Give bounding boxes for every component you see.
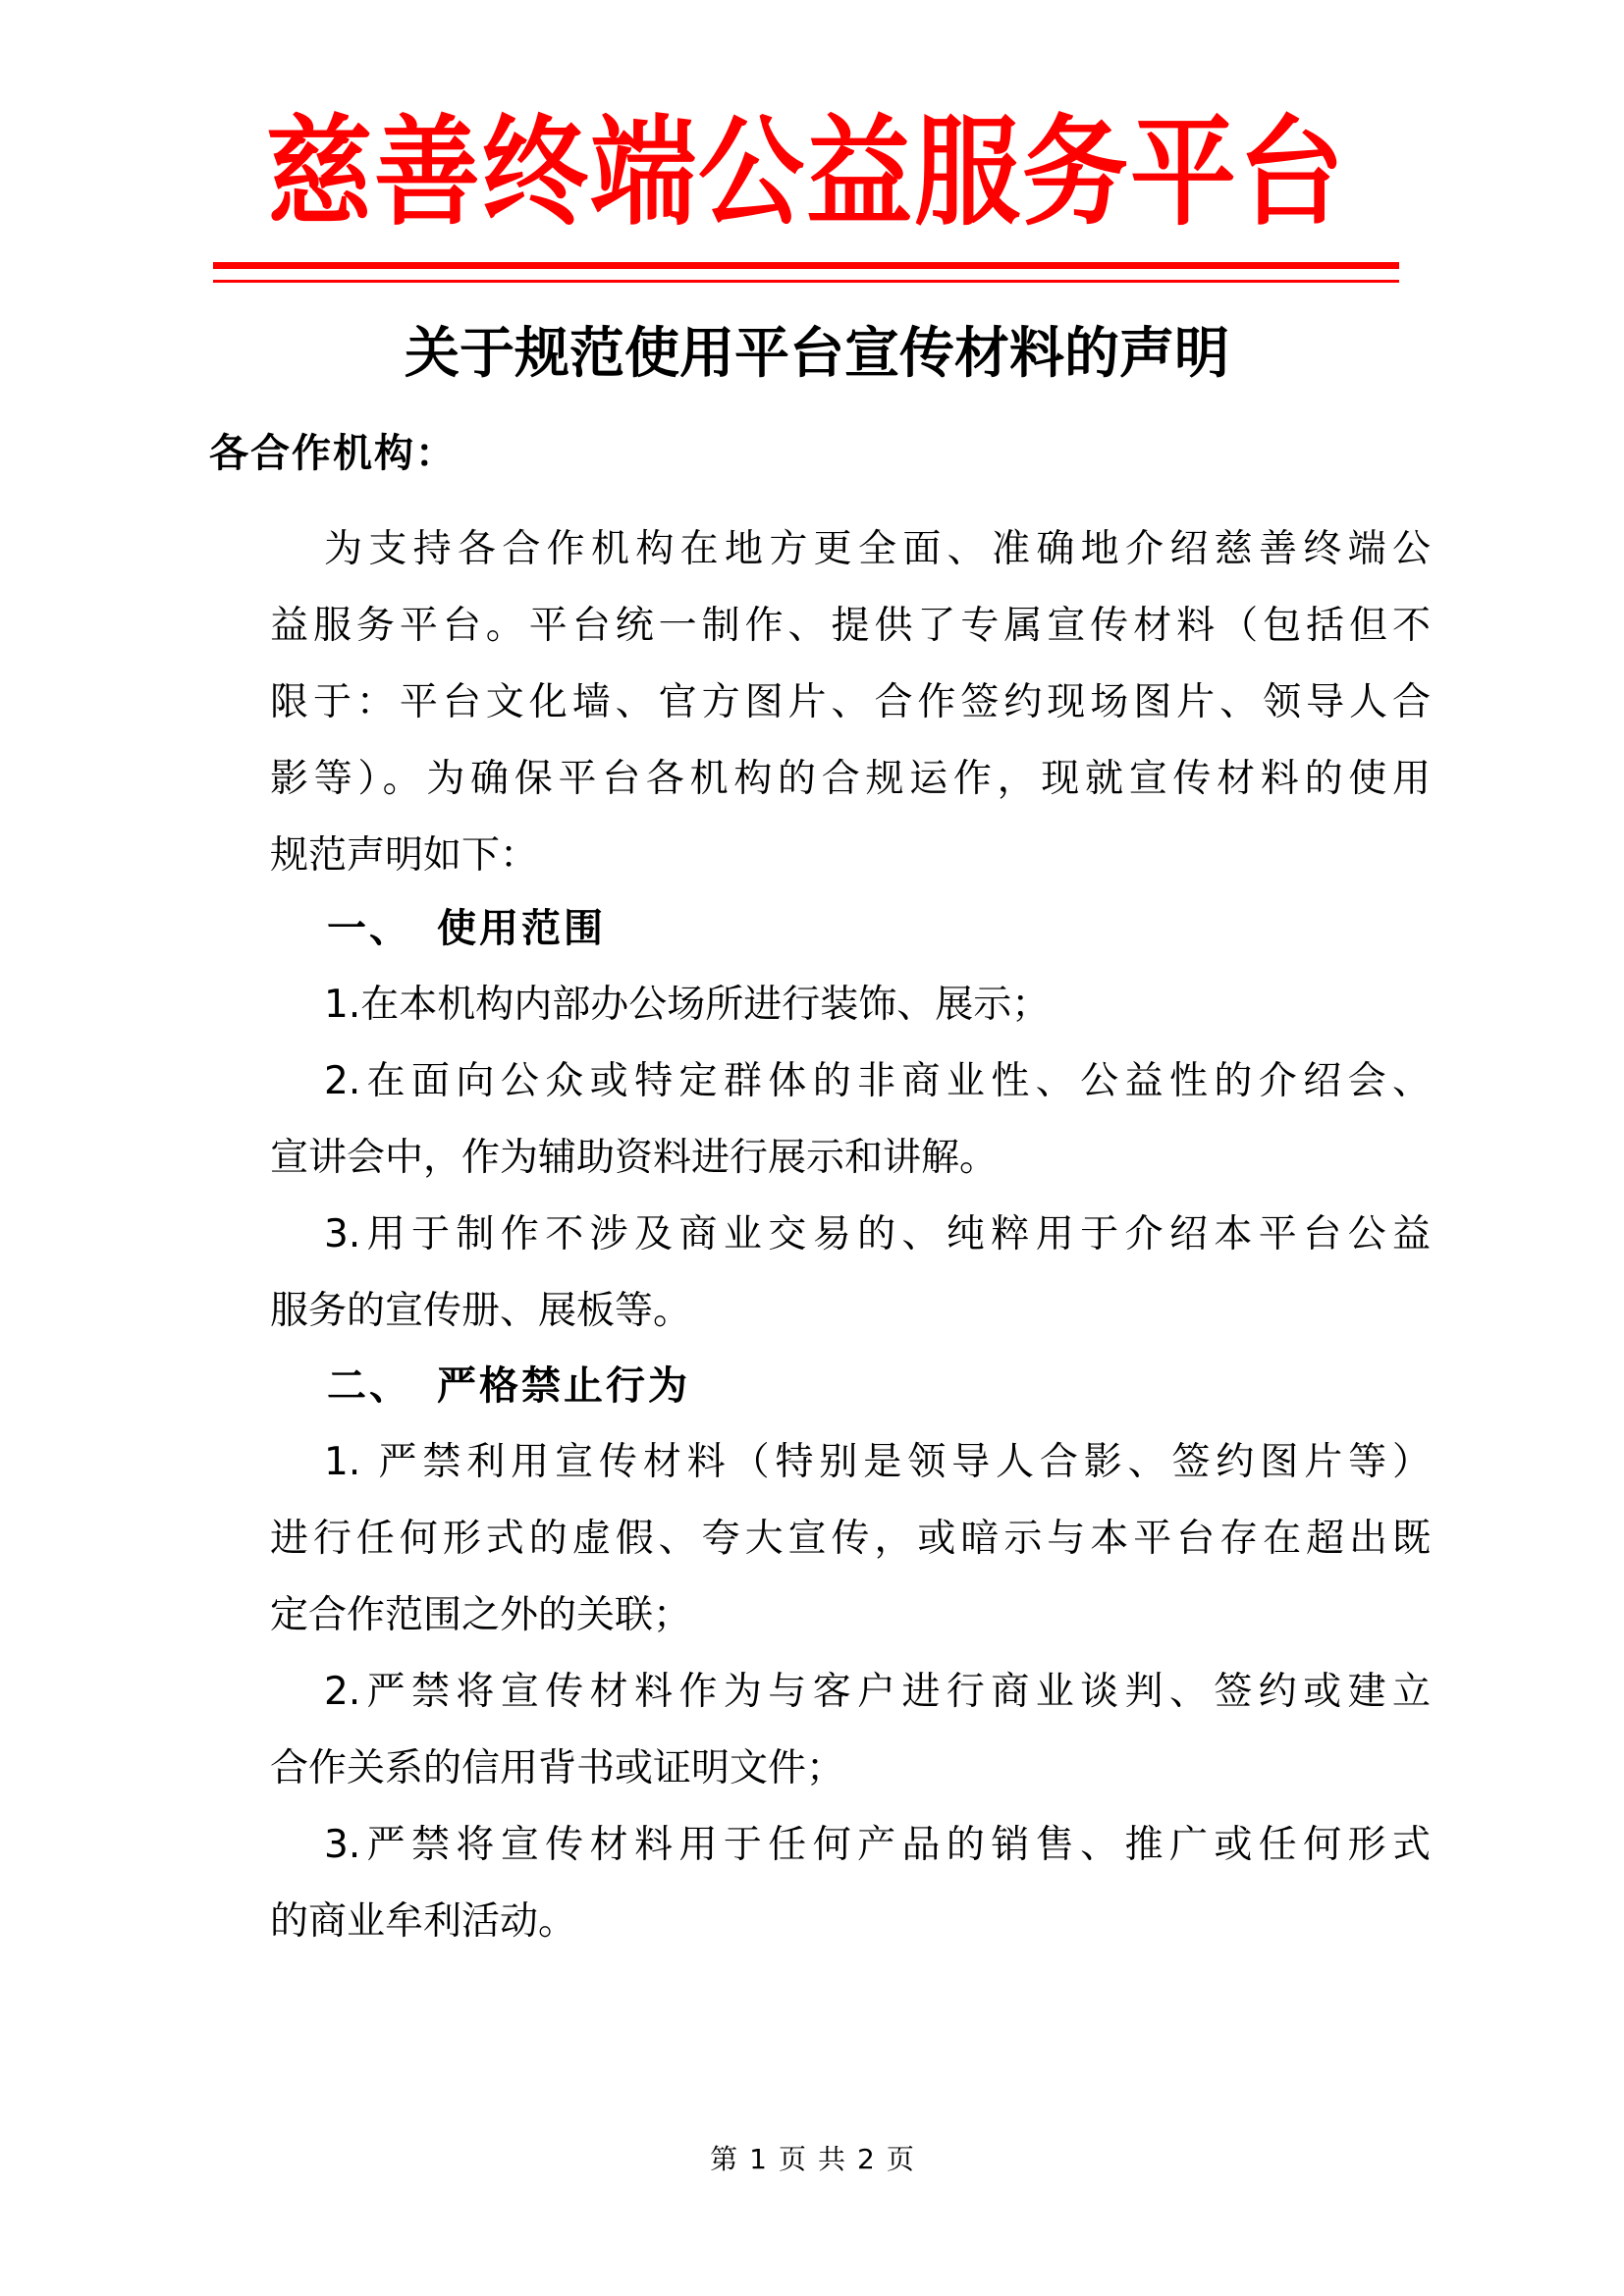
page-label: 页: [778, 2143, 806, 2175]
section-title: 严格禁止行为: [437, 1363, 690, 1409]
usage-item-3-line-2: 服务的宣传册、展板等。: [270, 1289, 692, 1333]
prohibited-item-3-line-1: 3.严禁将宣传材料用于任何产品的销售、推广或任何形式: [324, 1823, 1431, 1867]
intro-line-1: 为支持各合作机构在地方更全面、准确地介绍慈善终端公: [324, 527, 1431, 571]
intro-line-5: 规范声明如下：: [270, 833, 539, 878]
total-pages-number: 2: [857, 2143, 875, 2175]
letterhead-rule-thick: [213, 262, 1399, 269]
usage-item-2-line-2: 宣讲会中，作为辅助资料进行展示和讲解。: [270, 1136, 999, 1180]
salutation: 各合作机构：: [209, 431, 457, 476]
document-title: 关于规范使用平台宣传材料的声明: [405, 321, 1229, 386]
usage-item-3-line-1: 3.用于制作不涉及商业交易的、纯粹用于介绍本平台公益: [324, 1212, 1431, 1256]
total-prefix: 共: [818, 2143, 846, 2175]
letterhead-org-name: [213, 94, 1399, 251]
letterhead-rule-thin: [213, 280, 1399, 283]
usage-item-1-line-1: 1.在本机构内部办公场所进行装饰、展示；: [324, 983, 1051, 1027]
intro-line-2: 益服务平台。平台统一制作、提供了专属宣传材料（包括但不: [270, 604, 1431, 648]
prohibited-item-3-line-2: 的商业牟利活动。: [270, 1899, 577, 1944]
intro-line-3: 限于：平台文化墙、官方图片、合作签约现场图片、领导人合: [270, 680, 1431, 724]
prohibited-item-1-line-2: 进行任何形式的虚假、夸大宣传，或暗示与本平台存在超出既: [270, 1517, 1431, 1561]
usage-item-2-line-1: 2.在面向公众或特定群体的非商业性、公益性的介绍会、: [324, 1059, 1431, 1103]
letterhead-org-name-text: 慈善终端公益服务平台: [265, 103, 1346, 242]
section-number: 二、: [327, 1363, 411, 1409]
page-prefix: 第: [710, 2143, 738, 2175]
page-indicator: [0, 2140, 1624, 2179]
prohibited-item-2-line-2: 合作关系的信用背书或证明文件；: [270, 1746, 845, 1790]
section-title: 使用范围: [437, 906, 606, 951]
intro-line-4: 影等）。为确保平台各机构的合规运作，现就宣传材料的使用: [270, 757, 1431, 801]
section-heading-usage-scope: [327, 899, 606, 958]
section-heading-prohibited-acts: [327, 1357, 690, 1415]
prohibited-item-1-line-3: 定合作范围之外的关联；: [270, 1593, 692, 1637]
section-number: 一、: [327, 906, 411, 951]
current-page-number: 1: [749, 2143, 767, 2175]
prohibited-item-1-line-1: 1. 严禁利用宣传材料（特别是领导人合影、签约图片等）: [324, 1440, 1431, 1484]
page-suffix: 页: [886, 2143, 914, 2175]
prohibited-item-2-line-1: 2.严禁将宣传材料作为与客户进行商业谈判、签约或建立: [324, 1670, 1431, 1714]
